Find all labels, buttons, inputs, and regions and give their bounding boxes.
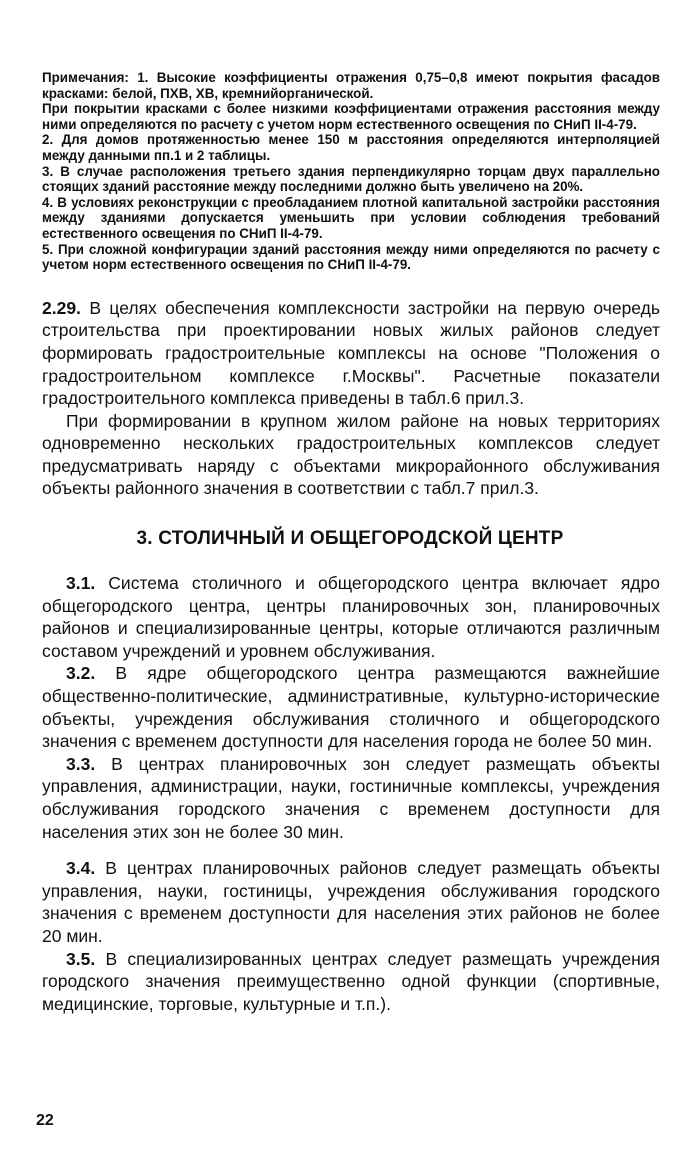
paragraph-number: 3.4. [66,858,96,879]
note-4: 4. В условиях реконструкции с преобладанием плотной капитальной застройки расстояния между зданиями допускается уменьшить при условии соблюдения требований естественного освещения по СНиП II-4-79. [42,194,660,241]
section-3 [42,572,660,1015]
section-3-heading: 3. СТОЛИЧНЫЙ И ОБЩЕГОРОДСКОЙ ЦЕНТР [136,528,564,550]
section-2-29 [42,297,660,500]
notes-block [42,70,660,273]
paragraph-text: В специализированных центрах следует размещать учреждения городского значения преимущественно одной функции (спортивные, медицинские, торговые, культурные и т.п.). [42,948,660,1014]
note-2: 2. Для домов протяженностью менее 150 м расстояния определяются интерполяцией между данными пп.1 и 2 таблицы. [42,132,660,163]
note-1 [42,70,660,101]
paragraph-3-2 [42,662,660,752]
paragraph-number: 3.2. [66,663,96,684]
note-1b: При покрытии красками с более низкими коэффициентами отражения расстояния между ними определяются по расчету с учетом норм естественного освещения по СНиП II-4-79. [42,101,660,132]
paragraph-number: 3.5. [66,948,96,969]
notes-label: Примечания: [42,70,129,85]
paragraph-number: 3.1. [66,573,96,594]
note-5: 5. При сложной конфигурации зданий расстояния между ними определяются по расчету с учетом норм естественного освещения по СНиП II-4-79. [42,241,660,273]
paragraph-text: В центрах планировочных районов следует размещать объекты управления, науки, гостиницы, учреждения обслуживания городского значения с временем доступности для населения этих районов не более 20 мин. [42,858,660,946]
paragraph-number: 3.3. [66,753,96,774]
paragraph-2-29-cont: При формировании в крупном жилом районе на новых территориях одновременно нескольких градостроительных комплексов следует предусматривать наряду с объектами микрорайонного обслуживания объекты районного значения в соответствии с табл.7 прил.3. [42,410,660,499]
paragraph-text: Система столичного и общегородского центра включает ядро общегородского центра, центры планировочных зон, планировочных районов и специализированные центры, которые отличаются различным составом учреждений и уровнем обслуживания. [42,573,660,661]
paragraph-3-1 [42,572,660,662]
paragraph-2-29 [42,297,660,410]
paragraph-3-5 [42,948,660,1016]
note-3: 3. В случае расположения третьего здания перпендикулярно торцам двух параллельно стоящих зданий расстояние между последними должно быть увеличено на 20%. [42,163,660,195]
page-number: 22 [36,1112,54,1129]
paragraph-number: 2.29. [42,297,81,318]
paragraph-text: В ядре общегородского центра размещаются важнейшие общественно-политические, административные, культурно-исторические объекты, учреждения обслуживания столичного и общегородского значения с временем доступности для населения города не более 50 мин. [42,663,660,752]
paragraph-text: В центрах планировочных зон следует размещать объекты управления, администрации, науки, гостиничные комплексы, учреждения обслуживания городского значения с временем доступности для населения этих зон не более 30 мин. [42,753,660,842]
note-1-text: 1. Высокие коэффициенты отражения 0,75–0,8 имеют покрытия фасадов красками: белой, ПХВ, ХВ, кремнийорганической. [42,70,660,101]
paragraph-text: В целях обеспечения комплексности застройки на первую очередь строительства при проектировании новых жилых районов следует формировать градостроительные комплексы на основе "Положения о градостроительном комплексе г.Москвы". Расчетные показатели градостроительного комплекса приведены в табл.6 прил.3. [42,297,660,409]
paragraph-3-4 [42,857,660,947]
paragraph-3-3 [42,753,660,843]
